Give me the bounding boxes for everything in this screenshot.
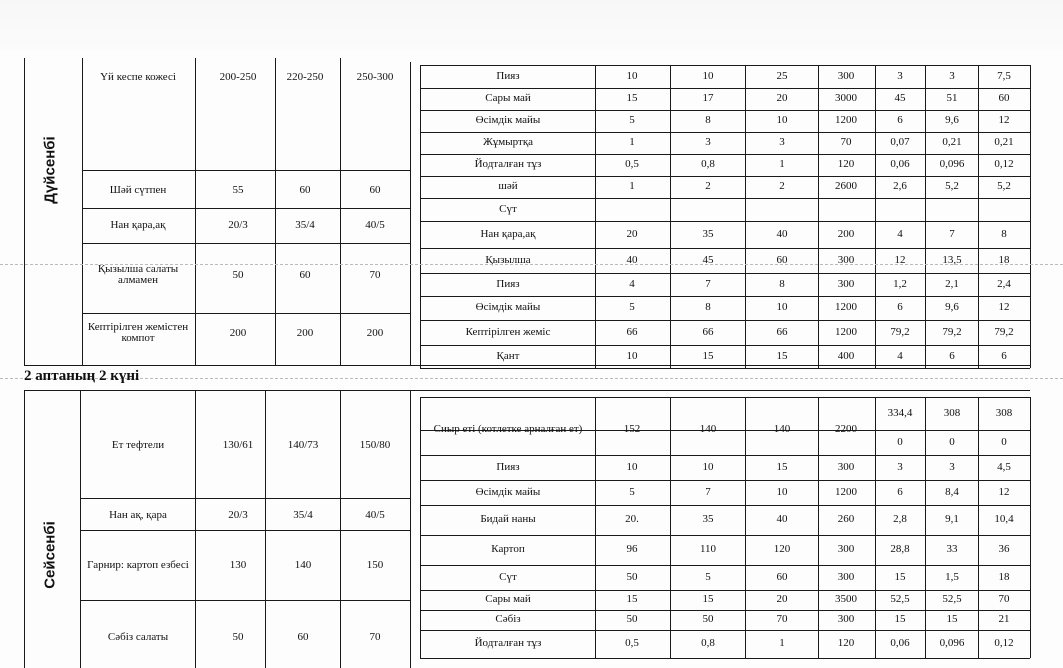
ingredient-value: 18 [998,570,1010,583]
ingredient-value: 10 [702,460,714,473]
grid-line [82,58,83,365]
ingredient-value: 50 [626,613,638,625]
grid-line [82,243,410,244]
ingredient-value: 3 [949,69,955,82]
ingredient-value: 3 [897,460,903,473]
ingredient-value: 140 [699,423,717,435]
ingredient-value: 400 [837,349,855,362]
grid-line [420,110,1030,111]
ingredient-value: 6 [897,485,903,498]
ingredient-value: 10 [776,301,788,313]
ingredient-value: 3 [779,136,785,148]
ingredient-value: 0,096 [939,158,965,170]
grid-line [195,58,196,365]
dish-portion: 200 [296,327,314,339]
grid-line [195,390,196,668]
grid-line [82,170,410,171]
dish-name: Ет тефтели [111,439,165,451]
ingredient-value: 7 [705,277,711,290]
ingredient-value: 6 [897,114,903,126]
ingredient-name: Өсімдік майы [475,485,541,498]
ingredient-value: 5 [629,485,635,498]
ingredient-value: 12 [894,253,906,266]
ingredient-value: 5 [629,114,635,126]
ingredient-value: 0,12 [994,637,1014,649]
ingredient-value: 60 [776,253,788,266]
dish-portion: 50 [232,631,244,643]
ingredient-name: Картоп [491,543,525,555]
ingredient-value: 0,21 [994,136,1014,148]
ingredient-value: 17 [702,92,714,104]
ingredient-value: 50 [702,613,714,625]
ingredient-value: 8 [1001,227,1007,240]
ingredient-value: 3 [897,69,903,82]
ingredient-value: 5,2 [945,180,959,192]
grid-line [420,397,1030,398]
ingredient-value: 308 [995,406,1013,419]
ingredient-value: 66 [702,325,714,338]
ingredient-value: 3 [705,136,711,148]
ingredient-value: 0,07 [890,136,910,148]
ingredient-value: 10 [776,114,788,126]
dish-portion: 55 [232,184,244,196]
ingredient-value: 6 [1001,349,1007,362]
ingredient-value: 0,21 [942,136,962,148]
ingredient-value: 7 [705,485,711,498]
ingredient-value: 70 [840,136,852,148]
ingredient-value: 36 [998,543,1010,555]
dish-portion: 200 [229,327,247,339]
ingredient-value: 15 [702,349,714,362]
ingredient-value: 6 [897,301,903,313]
ingredient-value: 12 [998,114,1010,126]
ingredient-name: шәй [498,180,518,192]
ingredient-value: 120 [773,543,791,555]
dish-portion: 40/5 [365,509,385,521]
ingredient-value: 8 [705,301,711,313]
ingredient-value: 21 [998,613,1010,625]
grid-line [420,565,1030,566]
ingredient-name: Нан қара,ақ [480,227,536,240]
grid-line [80,600,410,601]
ingredient-value: 0,06 [890,158,910,170]
ingredient-value: 12 [998,301,1010,313]
dish-portion: 130/61 [222,439,254,451]
ingredient-value: 6 [949,349,955,362]
dish-name: Сәбіз салаты [107,631,169,643]
dish-portion: 40/5 [365,219,385,231]
ingredient-value: 3 [949,460,955,473]
ingredient-value: 96 [626,543,638,555]
dish-portion: 20/3 [228,509,248,521]
ingredient-value: 4,5 [997,460,1011,473]
ingredient-value: 5 [705,570,711,583]
ingredient-value: 1 [629,136,635,148]
ingredient-value: 2,6 [893,180,907,192]
grid-line [420,590,1030,591]
grid-line [420,132,1030,133]
ingredient-value: 10 [626,349,638,362]
ingredient-value: 15 [894,570,906,583]
grid-line [420,65,1030,66]
ingredient-name: Пияз [496,460,520,473]
day-label-monday: Дүйсенбі [41,136,59,204]
ingredient-value: 10 [626,69,638,82]
dish-portion: 20/3 [228,219,248,231]
ingredient-value: 0,096 [939,637,965,649]
ingredient-value: 40 [626,253,638,266]
ingredient-value: 40 [776,513,788,525]
ingredient-value: 1 [779,158,785,170]
ingredient-value: 1200 [835,114,857,126]
ingredient-value: 1 [629,180,635,192]
ingredient-value: 15 [626,92,638,104]
ingredient-value: 40 [776,227,788,240]
ingredient-name: Сары май [485,593,531,605]
ingredient-value: 300 [837,543,855,555]
grid-line [80,498,410,499]
ingredient-value: 0,12 [994,158,1014,170]
ingredient-name: Йодталған тұз [474,637,542,649]
grid-line [82,208,410,209]
dish-name: Нан қара,ақ [110,219,166,231]
grid-line [1030,65,1031,368]
ingredient-value: 0,8 [701,158,715,170]
ingredient-value: 110 [699,543,717,555]
grid-line [24,390,1030,391]
ingredient-value: 0,5 [625,158,639,170]
ingredient-name: Пияз [496,69,520,82]
ingredient-name: Өсімдік майы [475,114,541,126]
dish-portion: 60 [299,269,311,281]
ingredient-value: 15 [894,613,906,625]
ingredient-value: 52,5 [890,593,910,605]
ingredient-value: 79,2 [994,325,1014,338]
dish-portion: 140/73 [287,439,319,451]
grid-line [420,198,1030,199]
ingredient-name: Сары май [485,92,531,104]
dish-portion: 35/4 [295,219,315,231]
ingredient-value: 2 [779,180,785,192]
dish-portion: 220-250 [286,71,324,83]
scan-margin [0,0,1063,50]
ingredient-value: 8,4 [945,485,959,498]
ingredient-value: 0,5 [625,637,639,649]
grid-line [1030,397,1031,658]
ingredient-value: 5,2 [997,180,1011,192]
grid-line [24,58,25,365]
grid-line [420,397,421,658]
grid-line [420,345,1030,346]
grid-line [80,530,410,531]
ingredient-value: 1200 [835,325,857,338]
dish-name: Шәй сүтпен [109,184,167,196]
ingredient-name: Сәбіз [495,613,521,625]
ingredient-value: 300 [837,277,855,290]
ingredient-value: 79,2 [890,325,910,338]
grid-line [420,296,1030,297]
ingredient-value: 5 [629,301,635,313]
ingredient-value: 260 [837,513,855,525]
grid-line [82,313,410,314]
ingredient-value: 8 [705,114,711,126]
grid-line [80,390,81,668]
ingredient-value: 200 [837,227,855,240]
dish-portion: 60 [297,631,309,643]
ingredient-value: 140 [773,423,791,435]
grid-line [340,390,341,668]
ingredient-value: 120 [837,637,855,649]
grid-line [420,535,1030,536]
grid-line [670,397,671,658]
ingredient-value: 9,6 [945,301,959,313]
dish-portion: 60 [369,184,381,196]
ingredient-value: 0 [897,435,903,448]
grid-line [925,397,926,658]
dish-portion: 60 [299,184,311,196]
ingredient-value: 120 [837,158,855,170]
dish-portion: 35/4 [293,509,313,521]
grid-line [818,397,819,658]
dish-portion: 130 [229,559,247,571]
dish-portion: 70 [369,631,381,643]
ingredient-value: 2,8 [893,513,907,525]
dish-portion: 50 [232,269,244,281]
ingredient-name: Өсімдік майы [475,301,541,313]
grid-line [420,221,1030,222]
dish-name: Нан ақ, қара [109,509,167,521]
ingredient-value: 2,4 [997,277,1011,290]
ingredient-value: 28,8 [890,543,910,555]
ingredient-value: 35 [702,227,714,240]
grid-line [420,455,1030,456]
ingredient-value: 52,5 [942,593,962,605]
ingredient-value: 0 [949,435,955,448]
ingredient-value: 334,4 [887,406,913,419]
ingredient-value: 18 [998,253,1010,266]
ingredient-value: 13,5 [942,253,962,266]
ingredient-value: 1 [779,637,785,649]
ingredient-value: 0,8 [701,637,715,649]
ingredient-value: 2,1 [945,277,959,290]
ingredient-value: 66 [626,325,638,338]
grid-line [420,154,1030,155]
dish-portion: 140 [294,559,312,571]
grid-line [420,368,1030,369]
ingredient-value: 3500 [835,593,857,605]
ingredient-value: 4 [897,227,903,240]
ingredient-value: 10 [626,460,638,473]
ingredient-value: 15 [702,593,714,605]
ingredient-value: 20 [776,92,788,104]
ingredient-value: 4 [629,277,635,290]
grid-line [420,320,1030,321]
grid-line [340,58,341,365]
ingredient-value: 45 [702,253,714,266]
ingredient-value: 0,06 [890,637,910,649]
ingredient-value: 0 [1001,435,1007,448]
ingredient-value: 20 [626,227,638,240]
grid-line [420,658,1030,659]
ingredient-name: Сүт [499,202,517,215]
ingredient-value: 33 [946,543,958,555]
ingredient-value: 70 [998,593,1010,605]
ingredient-name: Жұмыртқа [482,136,534,148]
ingredient-value: 66 [776,325,788,338]
ingredient-value: 4 [897,349,903,362]
ingredient-value: 2200 [835,423,857,435]
ingredient-value: 10 [702,69,714,82]
ingredient-value: 2600 [835,180,857,192]
grid-line [420,610,1030,611]
grid-line [275,58,276,365]
ingredient-value: 51 [946,92,958,104]
ingredient-value: 9,6 [945,114,959,126]
ingredient-value: 1200 [835,301,857,313]
ingredient-value: 15 [776,349,788,362]
grid-line [745,397,746,658]
ingredient-value: 1200 [835,485,857,498]
grid-line [420,176,1030,177]
ingredient-value: 70 [776,613,788,625]
ingredient-value: 3000 [835,92,857,104]
grid-line [420,630,1030,631]
ingredient-name: Кептірілген жеміс [465,325,551,338]
grid-line [420,88,1030,89]
ingredient-value: 10,4 [994,513,1014,525]
ingredient-value: 1,5 [945,570,959,583]
dish-portion: 200-250 [219,71,257,83]
ingredient-name: Қант [496,349,520,362]
grid-line [420,248,1030,249]
ingredient-value: 7,5 [997,69,1011,82]
ingredient-value: 60 [776,570,788,583]
ingredient-value: 45 [894,92,906,104]
ingredient-value: 79,2 [942,325,962,338]
dish-portion: 70 [369,269,381,281]
ingredient-value: 20. [625,513,639,525]
ingredient-value: 308 [943,406,961,419]
grid-line [24,390,25,668]
grid-line [978,397,979,658]
grid-line [595,397,596,658]
grid-line [265,390,266,668]
ingredient-name: Пияз [496,277,520,290]
ingredient-value: 300 [837,253,855,266]
ingredient-value: 152 [623,423,641,435]
grid-line [410,62,411,365]
ingredient-name: Сиыр еті (котлетке арналған ет) [433,423,583,435]
dish-name: Кептірілген жемістен компот [87,321,189,344]
ingredient-value: 35 [702,513,714,525]
ingredient-value: 60 [998,92,1010,104]
dish-portion: 200 [366,327,384,339]
ingredient-value: 8 [779,277,785,290]
ingredient-value: 300 [837,613,855,625]
day-label-tuesday: Сейсенбі [41,521,59,589]
ingredient-value: 300 [837,69,855,82]
ingredient-value: 50 [626,570,638,583]
scan-artifact [0,264,1063,266]
ingredient-value: 15 [626,593,638,605]
ingredient-value: 300 [837,570,855,583]
ingredient-value: 12 [998,485,1010,498]
grid-line [24,365,1030,366]
ingredient-value: 20 [776,593,788,605]
ingredient-name: Қызылша [485,253,531,266]
ingredient-value: 300 [837,460,855,473]
dish-portion: 250-300 [356,71,394,83]
week-day-header: 2 аптаның 2 күні [24,368,140,384]
scan-artifact [0,378,1063,380]
ingredient-value: 9,1 [945,513,959,525]
grid-line [420,505,1030,506]
ingredient-value: 10 [776,485,788,498]
ingredient-name: Сүт [499,570,517,583]
grid-line [410,390,411,668]
ingredient-name: Йодталған тұз [474,158,542,170]
dish-portion: 150 [366,559,384,571]
ingredient-value: 1,2 [893,277,907,290]
ingredient-value: 2 [705,180,711,192]
dish-name: Қызылша салаты алмамен [97,263,179,286]
ingredient-value: 7 [949,227,955,240]
ingredient-value: 15 [946,613,958,625]
ingredient-value: 25 [776,69,788,82]
dish-name: Гарнир: картоп езбесі [87,559,189,571]
grid-line [420,273,1030,274]
ingredient-name: Бидай наны [480,513,536,525]
grid-line [875,397,876,658]
dish-portion: 150/80 [359,439,391,451]
dish-name: Үй кеспе кожесі [100,71,176,83]
grid-line [420,480,1030,481]
ingredient-value: 15 [776,460,788,473]
